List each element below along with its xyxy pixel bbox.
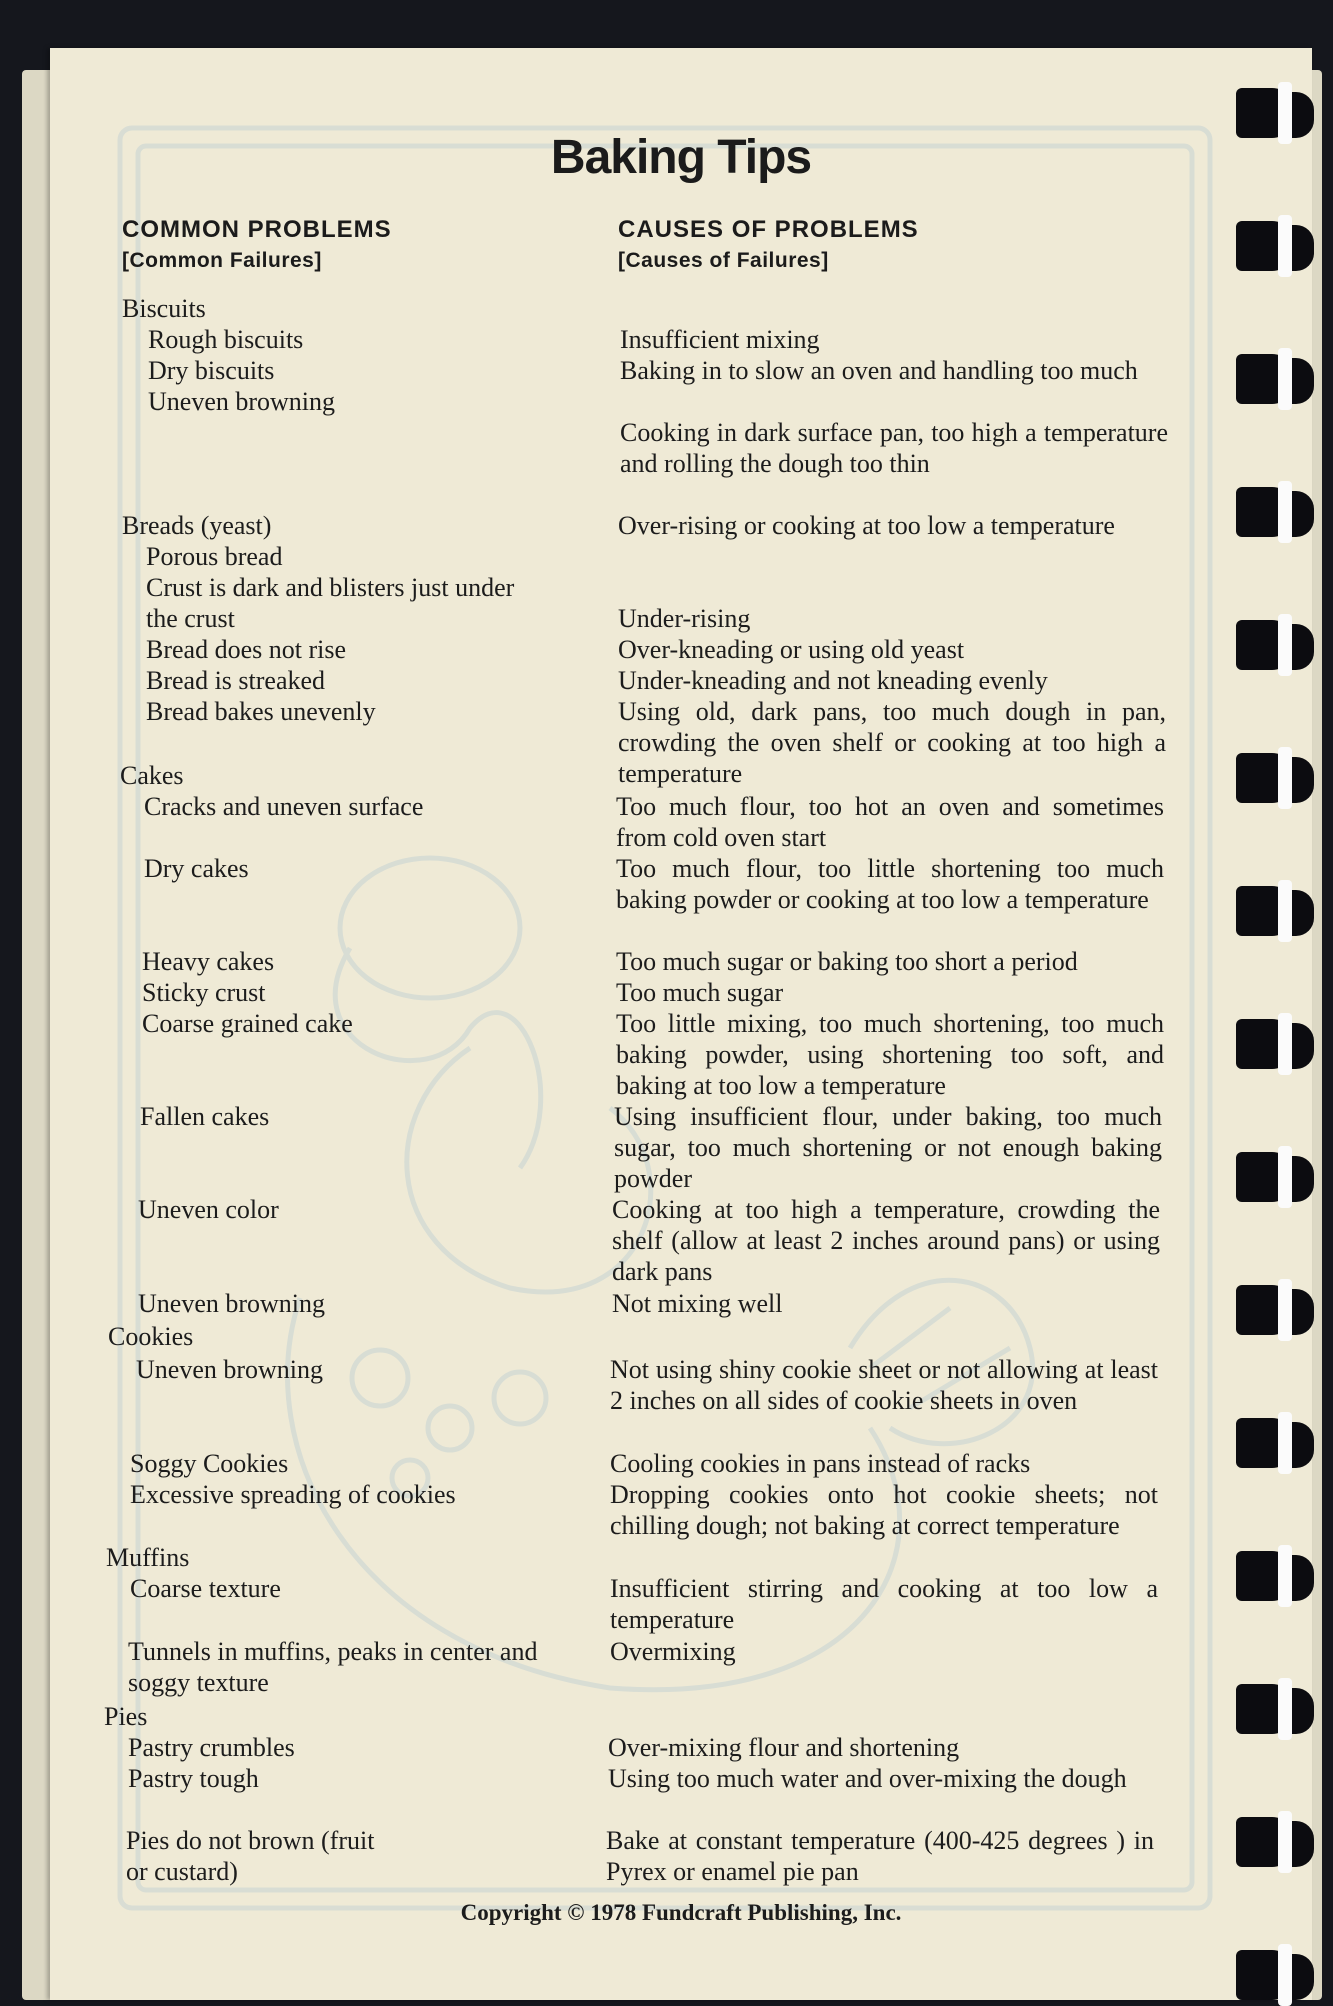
- binding-ring: [1222, 1013, 1314, 1075]
- problem-item: Porous bread: [146, 542, 283, 571]
- cause-item: Using insufficient flour, under baking, too much sugar, too much shortening or not enough baking powder: [614, 1102, 1162, 1193]
- problem-item: Coarse texture: [130, 1574, 281, 1603]
- problem-item: Dry biscuits: [148, 356, 275, 385]
- problem-item: Cracks and uneven surface: [144, 792, 424, 821]
- problem-item: Fallen cakes: [140, 1102, 270, 1131]
- problem-item: Uneven browning: [138, 1289, 326, 1318]
- problem-item: Bread bakes unevenly: [146, 697, 376, 726]
- header-right-main: CAUSES OF PROBLEMS: [618, 216, 919, 243]
- problem-item: Bread is streaked: [146, 666, 326, 695]
- category-biscuits: Biscuits: [122, 294, 206, 323]
- cause-item: Insufficient mixing: [620, 325, 820, 354]
- cause-item: Not using shiny cookie sheet or not allowing at least 2 inches on all sides of cookie sheets in oven: [610, 1355, 1158, 1415]
- category-cakes: Cakes: [120, 761, 184, 790]
- problem-item: Pies do not brown (fruit or custard): [126, 1826, 375, 1886]
- cause-item: Cooking in dark surface pan, too high a temperature and rolling the dough too thin: [620, 418, 1168, 478]
- binding-ring: [1222, 614, 1314, 676]
- cause-item: Too much flour, too little shortening too much baking powder or cooking at too low a temperature: [616, 854, 1164, 914]
- cookbook-page: [50, 48, 1312, 2000]
- problem-item: Uneven color: [138, 1195, 279, 1224]
- problem-item: Crust is dark and blisters just under the crust: [146, 573, 515, 633]
- binding-ring: [1222, 1412, 1314, 1474]
- problem-item: Heavy cakes: [142, 947, 275, 976]
- binding-ring: [1222, 1545, 1314, 1607]
- cause-item: Not mixing well: [612, 1289, 783, 1318]
- header-common-problems: [122, 214, 392, 276]
- binding-ring: [1222, 215, 1314, 277]
- cause-item: Over-kneading or using old yeast: [618, 635, 965, 664]
- cause-item: Cooking at too high a temperature, crowding the shelf (allow at least 2 inches around pans) or using dark pans: [612, 1195, 1160, 1286]
- binding-ring: [1222, 1944, 1314, 2006]
- binding-ring: [1222, 1146, 1314, 1208]
- problem-item: Uneven browning: [136, 1355, 324, 1384]
- problem-item: Sticky crust: [142, 978, 266, 1007]
- page-title: Baking Tips: [550, 131, 812, 184]
- cause-item: Under-kneading and not kneading evenly: [618, 666, 1048, 695]
- category-pies: Pies: [104, 1702, 148, 1731]
- header-right-sub: [Causes of Failures]: [618, 249, 829, 272]
- problem-item: Excessive spreading of cookies: [130, 1480, 456, 1509]
- header-left-main: COMMON PROBLEMS: [122, 216, 392, 243]
- cause-item: Too much sugar: [616, 978, 784, 1007]
- binding-ring: [1222, 82, 1314, 144]
- problem-item: Bread does not rise: [146, 635, 347, 664]
- category-breads: Breads (yeast): [122, 511, 272, 540]
- cause-item: Too much sugar or baking too short a period: [616, 947, 1078, 976]
- problem-item: Uneven browning: [148, 387, 336, 416]
- cause-item: Using too much water and over-mixing the dough: [608, 1764, 1127, 1793]
- problem-item: Pastry crumbles: [128, 1733, 295, 1762]
- binding-ring: [1222, 1678, 1314, 1740]
- cause-item: Too little mixing, too much shortening, too much baking powder, using shortening too soft, and baking at too low a temperature: [616, 1009, 1164, 1100]
- cause-item: Over-mixing flour and shortening: [608, 1733, 960, 1762]
- binding-ring: [1222, 1811, 1314, 1873]
- binding-ring: [1222, 880, 1314, 942]
- binding-ring: [1222, 1279, 1314, 1341]
- cause-item: Insufficient stirring and cooking at too low a temperature: [610, 1574, 1158, 1634]
- cause-item: Cooling cookies in pans instead of racks: [610, 1449, 1031, 1478]
- binding-ring: [1222, 481, 1314, 543]
- problem-item: Dry cakes: [144, 854, 249, 883]
- cause-item: Overmixing: [610, 1637, 736, 1666]
- problem-item: Pastry tough: [128, 1764, 259, 1793]
- cause-item: Baking in to slow an oven and handling too much: [620, 356, 1138, 385]
- category-cookies: Cookies: [108, 1322, 194, 1351]
- problem-item: Coarse grained cake: [142, 1009, 353, 1038]
- binding-ring: [1222, 747, 1314, 809]
- problem-item: Soggy Cookies: [130, 1449, 289, 1478]
- cause-item: Dropping cookies onto hot cookie sheets; not chilling dough; not baking at correct temperature: [610, 1480, 1158, 1540]
- cause-item: Using old, dark pans, too much dough in pan, crowding the oven shelf or cooking at too high a temperature: [618, 697, 1166, 788]
- header-left-sub: [Common Failures]: [122, 249, 322, 272]
- cause-item: Over-rising or cooking at too low a temperature: [618, 511, 1115, 540]
- problem-item: Rough biscuits: [148, 325, 304, 354]
- cause-item: Bake at constant temperature (400-425 degrees ) in Pyrex or enamel pie pan: [606, 1826, 1154, 1886]
- problem-item: Tunnels in muffins, peaks in center and soggy texture: [128, 1637, 538, 1697]
- cause-item: Under-rising: [618, 604, 751, 633]
- binding-ring: [1222, 348, 1314, 410]
- category-muffins: Muffins: [106, 1543, 190, 1572]
- copyright-notice: Copyright © 1978 Fundcraft Publishing, Inc.: [460, 1900, 902, 1925]
- header-causes-of-problems: [618, 214, 919, 276]
- cause-item: Too much flour, too hot an oven and sometimes from cold oven start: [616, 792, 1164, 852]
